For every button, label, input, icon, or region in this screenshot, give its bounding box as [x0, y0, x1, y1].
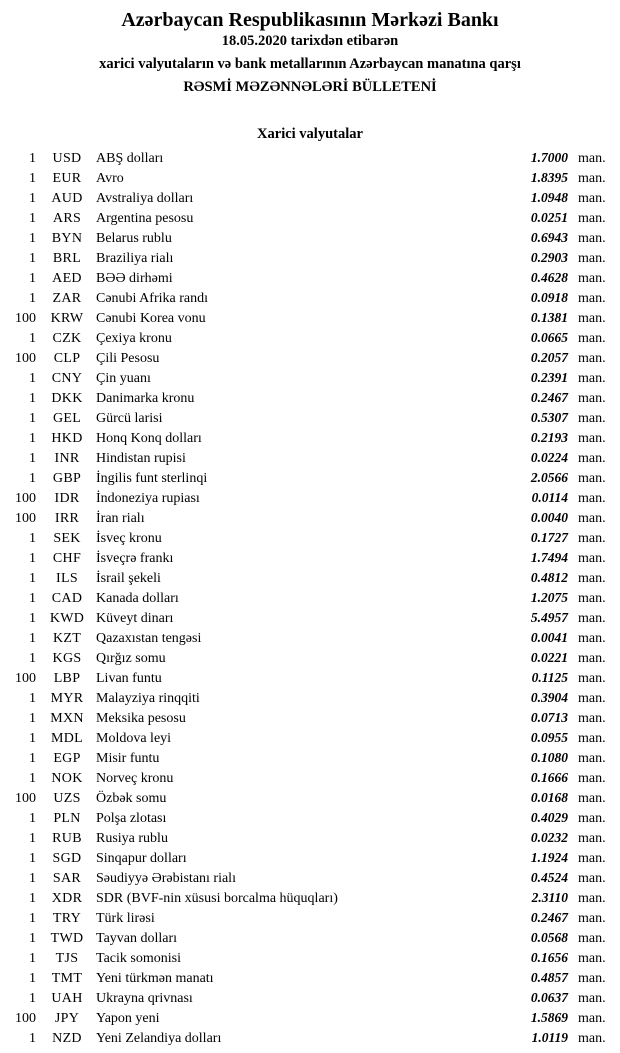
row-rate: 1.1924 [530, 850, 568, 865]
section-title-foreign-currencies: Xarici valyutalar [257, 126, 363, 142]
row-quantity: 1 [29, 571, 36, 586]
row-currency-code: XDR [51, 891, 83, 906]
row-rate: 0.1381 [530, 310, 568, 325]
row-unit-label: man. [578, 411, 606, 426]
row-quantity: 1 [29, 431, 36, 446]
row-unit-label: man. [578, 591, 606, 606]
table-row [0, 968, 608, 988]
table-row [0, 648, 608, 668]
row-currency-name: Çili Pesosu [96, 351, 160, 366]
row-currency-name: Türk lirəsi [96, 911, 155, 926]
row-rate: 0.1666 [530, 770, 568, 785]
row-unit-label: man. [578, 911, 606, 926]
row-unit-label: man. [578, 231, 606, 246]
row-unit-label: man. [578, 871, 606, 886]
table-row [0, 868, 608, 888]
row-quantity: 1 [29, 551, 36, 566]
row-unit-label: man. [578, 271, 606, 286]
row-currency-code: TJS [55, 951, 79, 966]
row-currency-name: Moldova leyi [96, 731, 172, 746]
row-currency-code: AUD [51, 191, 83, 206]
row-currency-code: CLP [53, 351, 81, 366]
row-currency-code: CNY [51, 371, 83, 386]
table-row [0, 808, 608, 828]
row-rate: 0.0232 [530, 830, 568, 845]
row-currency-code: SGD [52, 851, 82, 866]
row-currency-code: BYN [51, 231, 83, 246]
row-currency-code: KGS [52, 651, 82, 666]
row-rate: 1.0948 [530, 190, 568, 205]
row-currency-name: Meksika pesosu [96, 711, 186, 726]
row-quantity: 1 [29, 471, 36, 486]
row-quantity: 1 [29, 531, 36, 546]
row-currency-code: UAH [51, 991, 83, 1006]
row-currency-name: İran rialı [96, 511, 145, 526]
row-quantity: 1 [29, 771, 36, 786]
row-currency-code: MYR [50, 691, 84, 706]
row-currency-code: TMT [51, 971, 83, 986]
row-unit-label: man. [578, 1011, 606, 1026]
row-currency-code: KZT [52, 631, 82, 646]
row-unit-label: man. [578, 791, 606, 806]
row-unit-label: man. [578, 651, 606, 666]
table-row [0, 688, 608, 708]
row-currency-code: LBP [53, 671, 81, 686]
row-rate: 0.2467 [530, 910, 568, 925]
row-currency-name: Cənubi Korea vonu [96, 311, 206, 326]
row-currency-name: Avro [96, 171, 124, 186]
row-currency-code: NOK [51, 771, 83, 786]
table-row [0, 768, 608, 788]
table-row [0, 228, 608, 248]
table-row [0, 928, 608, 948]
row-rate: 1.7000 [530, 150, 568, 165]
row-quantity: 1 [29, 631, 36, 646]
row-currency-code: ARS [52, 211, 82, 226]
row-rate: 0.2391 [530, 370, 568, 385]
row-rate: 1.2075 [530, 590, 568, 605]
table-row [0, 208, 608, 228]
row-rate: 1.0119 [531, 1030, 568, 1045]
row-quantity: 1 [29, 191, 36, 206]
row-unit-label: man. [578, 211, 606, 226]
row-unit-label: man. [578, 191, 606, 206]
row-rate: 0.2903 [530, 250, 568, 265]
row-currency-code: SEK [53, 531, 81, 546]
row-unit-label: man. [578, 1031, 606, 1046]
row-quantity: 1 [29, 391, 36, 406]
row-quantity: 100 [15, 1011, 36, 1026]
row-currency-code: NZD [52, 1031, 82, 1046]
table-row [0, 508, 608, 528]
row-unit-label: man. [578, 951, 606, 966]
row-currency-name: Avstraliya dolları [96, 191, 194, 206]
table-row [0, 728, 608, 748]
table-row [0, 568, 608, 588]
row-rate: 0.0168 [530, 790, 568, 805]
row-rate: 0.6943 [530, 230, 568, 245]
row-rate: 0.2057 [530, 350, 568, 365]
row-rate: 0.4812 [530, 570, 568, 585]
row-rate: 0.0114 [531, 490, 568, 505]
row-unit-label: man. [578, 531, 606, 546]
row-currency-name: Braziliya rialı [96, 251, 174, 266]
row-quantity: 1 [29, 751, 36, 766]
table-row [0, 288, 608, 308]
rates-table [0, 148, 608, 1048]
row-quantity: 1 [29, 1031, 36, 1046]
row-currency-name: Qırğız somu [96, 651, 166, 666]
row-rate: 0.4524 [530, 870, 568, 885]
row-quantity: 1 [29, 231, 36, 246]
row-currency-name: Çin yuanı [96, 371, 151, 386]
row-unit-label: man. [578, 491, 606, 506]
row-currency-code: RUB [52, 831, 82, 846]
row-unit-label: man. [578, 991, 606, 1006]
row-currency-name: Hindistan rupisi [96, 451, 186, 466]
row-currency-name: İsveçrə frankı [96, 551, 174, 566]
header-subtitle: xarici valyutaların və bank metallarının Azərbaycan manatına qarşı [99, 56, 521, 72]
table-row [0, 548, 608, 568]
table-row [0, 388, 608, 408]
row-unit-label: man. [578, 311, 606, 326]
row-currency-name: İndoneziya rupiası [96, 491, 200, 506]
row-currency-code: KWD [49, 611, 85, 626]
row-quantity: 1 [29, 451, 36, 466]
row-rate: 5.4957 [530, 610, 568, 625]
row-currency-code: HKD [51, 431, 83, 446]
row-quantity: 1 [29, 891, 36, 906]
row-currency-name: İsrail şekeli [96, 571, 161, 586]
table-row [0, 988, 608, 1008]
row-quantity: 100 [15, 511, 36, 526]
row-currency-name: Tacik somonisi [96, 951, 181, 966]
row-unit-label: man. [578, 511, 606, 526]
table-row [0, 888, 608, 908]
row-currency-name: Cənubi Afrika randı [96, 291, 208, 306]
row-unit-label: man. [578, 291, 606, 306]
row-currency-name: Misir funtu [96, 751, 160, 766]
row-currency-name: Ukrayna qrivnası [96, 991, 193, 1006]
row-rate: 0.4857 [530, 970, 568, 985]
row-rate: 0.1727 [530, 530, 568, 545]
row-rate: 0.1656 [530, 950, 568, 965]
row-unit-label: man. [578, 851, 606, 866]
table-row [0, 628, 608, 648]
row-currency-name: Livan funtu [96, 671, 162, 686]
row-quantity: 1 [29, 991, 36, 1006]
row-unit-label: man. [578, 711, 606, 726]
header-effective-date: 18.05.2020 tarixdən etibarən [221, 33, 399, 49]
row-unit-label: man. [578, 151, 606, 166]
row-unit-label: man. [578, 371, 606, 386]
table-row [0, 828, 608, 848]
header-bank-name: Azərbaycan Respublikasının Mərkəzi Bankı [121, 9, 499, 31]
row-unit-label: man. [578, 331, 606, 346]
row-rate: 0.0040 [530, 510, 568, 525]
row-currency-code: USD [52, 151, 82, 166]
row-currency-name: Çexiya kronu [96, 331, 172, 346]
row-currency-name: Danimarka kronu [96, 391, 195, 406]
row-unit-label: man. [578, 691, 606, 706]
row-currency-code: TWD [50, 931, 84, 946]
row-unit-label: man. [578, 671, 606, 686]
row-unit-label: man. [578, 451, 606, 466]
row-quantity: 1 [29, 151, 36, 166]
row-currency-name: Sinqapur dolları [96, 851, 187, 866]
row-unit-label: man. [578, 551, 606, 566]
row-unit-label: man. [578, 391, 606, 406]
row-currency-code: CZK [52, 331, 82, 346]
row-unit-label: man. [578, 831, 606, 846]
row-rate: 0.0665 [530, 330, 568, 345]
row-currency-code: MXN [50, 711, 84, 726]
row-currency-name: BƏƏ dirhəmi [96, 271, 173, 286]
row-currency-name: İsveç kronu [96, 531, 162, 546]
row-quantity: 1 [29, 691, 36, 706]
table-row [0, 248, 608, 268]
row-quantity: 100 [15, 351, 36, 366]
row-rate: 1.7494 [530, 550, 568, 565]
row-currency-code: INR [54, 451, 80, 466]
row-unit-label: man. [578, 631, 606, 646]
table-row [0, 1028, 608, 1048]
table-row [0, 448, 608, 468]
row-currency-code: GEL [52, 411, 82, 426]
row-currency-code: DKK [51, 391, 83, 406]
row-rate: 0.0221 [530, 650, 568, 665]
row-currency-name: Polşa zlotası [96, 811, 167, 826]
row-currency-name: Tayvan dolları [96, 931, 178, 946]
row-quantity: 1 [29, 651, 36, 666]
table-row [0, 188, 608, 208]
row-currency-code: IRR [54, 511, 80, 526]
row-quantity: 1 [29, 911, 36, 926]
row-rate: 2.0566 [530, 470, 568, 485]
row-currency-name: Özbək somu [96, 791, 167, 806]
row-currency-name: Qazaxıstan tengəsi [96, 631, 202, 646]
table-row [0, 328, 608, 348]
table-row [0, 428, 608, 448]
table-row [0, 848, 608, 868]
row-rate: 0.1080 [530, 750, 568, 765]
row-currency-name: Yeni türkmən manatı [96, 971, 214, 986]
row-currency-name: SDR (BVF-nin xüsusi borcalma hüquqları) [96, 891, 338, 906]
row-quantity: 1 [29, 411, 36, 426]
row-unit-label: man. [578, 431, 606, 446]
row-rate: 0.0224 [530, 450, 568, 465]
row-rate: 0.0955 [530, 730, 568, 745]
table-row [0, 748, 608, 768]
row-unit-label: man. [578, 811, 606, 826]
row-currency-code: CHF [52, 551, 82, 566]
row-quantity: 1 [29, 371, 36, 386]
row-quantity: 100 [15, 671, 36, 686]
row-rate: 2.3110 [531, 890, 568, 905]
row-currency-code: GBP [52, 471, 82, 486]
row-currency-name: Yeni Zelandiya dolları [96, 1031, 222, 1046]
table-row [0, 408, 608, 428]
row-currency-name: Küveyt dinarı [96, 611, 174, 626]
table-row [0, 608, 608, 628]
row-currency-code: SAR [52, 871, 82, 886]
row-rate: 0.2467 [530, 390, 568, 405]
table-row [0, 708, 608, 728]
table-row [0, 348, 608, 368]
row-quantity: 1 [29, 251, 36, 266]
row-rate: 0.0251 [530, 210, 568, 225]
row-currency-name: Səudiyyə Ərəbistanı rialı [96, 871, 236, 886]
row-currency-name: Belarus rublu [96, 231, 172, 246]
row-rate: 0.4628 [530, 270, 568, 285]
row-quantity: 1 [29, 171, 36, 186]
table-row [0, 468, 608, 488]
row-currency-code: PLN [53, 811, 81, 826]
row-currency-code: KRW [50, 311, 84, 326]
row-currency-name: Malayziya rinqqiti [96, 691, 200, 706]
row-quantity: 1 [29, 971, 36, 986]
row-quantity: 1 [29, 811, 36, 826]
table-row [0, 488, 608, 508]
row-rate: 0.0041 [530, 630, 568, 645]
row-rate: 1.8395 [530, 170, 568, 185]
row-rate: 1.5869 [530, 1010, 568, 1025]
row-quantity: 1 [29, 291, 36, 306]
row-unit-label: man. [578, 891, 606, 906]
row-rate: 0.1125 [531, 670, 568, 685]
table-row [0, 948, 608, 968]
row-quantity: 100 [15, 491, 36, 506]
table-row [0, 168, 608, 188]
row-unit-label: man. [578, 771, 606, 786]
row-quantity: 1 [29, 951, 36, 966]
row-currency-code: JPY [54, 1011, 80, 1026]
table-row [0, 588, 608, 608]
row-currency-name: Yapon yeni [96, 1011, 160, 1026]
row-currency-name: ABŞ dolları [96, 151, 164, 166]
row-currency-code: TRY [52, 911, 82, 926]
row-quantity: 1 [29, 591, 36, 606]
table-row [0, 788, 608, 808]
row-currency-code: CAD [51, 591, 83, 606]
row-currency-code: MDL [50, 731, 83, 746]
row-quantity: 100 [15, 311, 36, 326]
row-currency-code: ZAR [52, 291, 82, 306]
row-quantity: 1 [29, 831, 36, 846]
row-rate: 0.2193 [530, 430, 568, 445]
row-unit-label: man. [578, 571, 606, 586]
table-row [0, 1008, 608, 1028]
row-rate: 0.0637 [530, 990, 568, 1005]
row-currency-name: İngilis funt sterlinqi [96, 471, 208, 486]
row-currency-name: Kanada dolları [96, 591, 179, 606]
row-unit-label: man. [578, 971, 606, 986]
row-currency-code: EUR [52, 171, 82, 186]
row-unit-label: man. [578, 731, 606, 746]
row-currency-code: EGP [53, 751, 81, 766]
row-unit-label: man. [578, 471, 606, 486]
row-quantity: 1 [29, 611, 36, 626]
row-rate: 0.3904 [530, 690, 568, 705]
row-currency-code: UZS [53, 791, 81, 806]
header-bulletin-title: RƏSMİ MƏZƏNNƏLƏRİ BÜLLETENİ [183, 79, 437, 95]
row-quantity: 1 [29, 271, 36, 286]
row-unit-label: man. [578, 351, 606, 366]
table-row [0, 668, 608, 688]
row-currency-code: BRL [52, 251, 82, 266]
row-rate: 0.0713 [530, 710, 568, 725]
row-unit-label: man. [578, 251, 606, 266]
row-currency-name: Gürcü larisi [96, 411, 163, 426]
row-currency-name: Honq Konq dolları [96, 431, 202, 446]
row-currency-code: AED [52, 271, 82, 286]
row-rate: 0.0918 [530, 290, 568, 305]
row-quantity: 1 [29, 211, 36, 226]
row-quantity: 1 [29, 331, 36, 346]
row-currency-code: ILS [56, 571, 78, 586]
row-quantity: 1 [29, 931, 36, 946]
row-unit-label: man. [578, 931, 606, 946]
row-currency-code: IDR [54, 491, 80, 506]
table-row [0, 308, 608, 328]
row-quantity: 1 [29, 731, 36, 746]
row-currency-name: Rusiya rublu [96, 831, 168, 846]
row-quantity: 100 [15, 791, 36, 806]
row-quantity: 1 [29, 851, 36, 866]
table-row [0, 908, 608, 928]
table-row [0, 528, 608, 548]
row-currency-name: Argentina pesosu [96, 211, 194, 226]
row-quantity: 1 [29, 871, 36, 886]
row-quantity: 1 [29, 711, 36, 726]
row-unit-label: man. [578, 751, 606, 766]
table-row [0, 148, 608, 168]
row-rate: 0.5307 [530, 410, 568, 425]
row-unit-label: man. [578, 171, 606, 186]
row-currency-name: Norveç kronu [96, 771, 174, 786]
table-row [0, 268, 608, 288]
row-unit-label: man. [578, 611, 606, 626]
table-row [0, 368, 608, 388]
row-rate: 0.4029 [530, 810, 568, 825]
row-rate: 0.0568 [530, 930, 568, 945]
